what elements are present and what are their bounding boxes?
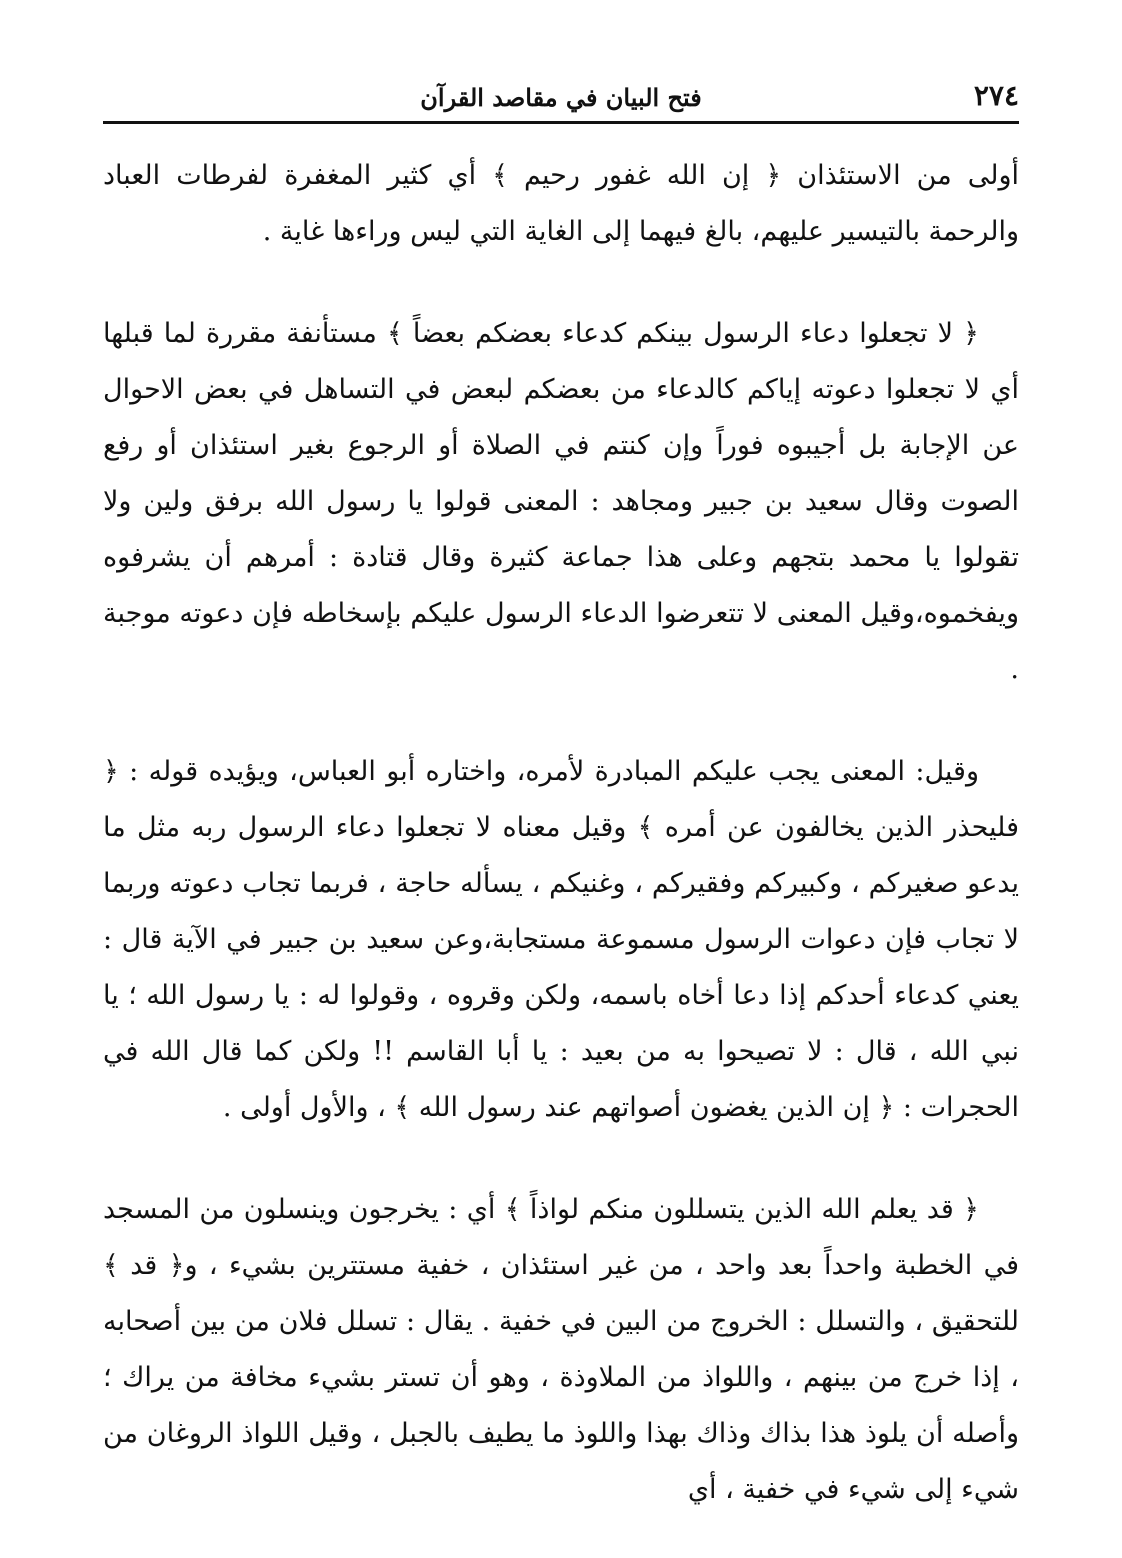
paragraph: ﴿ لا تجعلوا دعاء الرسول بينكم كدعاء بعضكم بعضاً ﴾ مستأنفة مقررة لما قبلها أي لا تجعلوا دعوته إياكم كالدعاء من بعضكم لبعض في التساهل في بعض الاحوال عن الإجابة بل أجيبوه فوراً وإن كنتم في الصلاة أو الرجوع بغير استئذان أو رفع الصوت وقال سعيد بن جبير ومجاهد : المعنى قولوا يا رسول الله برفق ولين ولا تقولوا يا محمد بتجهم وعلى هذا جماعة كثيرة وقال قتادة : أمرهم أن يشرفوه ويفخموه،وقيل المعنى لا تتعرضوا الدعاء الرسول عليكم بإسخاطه فإن دعوته موجبة .: [103, 318, 1019, 685]
page-number: ٢٧٤: [973, 79, 1019, 112]
page-header: [103, 74, 1019, 114]
paragraph: وقيل: المعنى يجب عليكم المبادرة لأمره، واختاره أبو العباس، ويؤيده قوله : ﴿ فليحذر الذين يخالفون عن أمره ﴾ وقيل معناه لا تجعلوا دعاء الرسول ربه مثل ما يدعو صغيركم ، وكبيركم وفقيركم ، وغنيكم ، يسأله حاجة ، فربما تجاب دعوته وربما لا تجاب فإن دعوات الرسول مسموعة مستجابة،وعن سعيد بن جبير في الآية قال : يعني كدعاء أحدكم إذا دعا أخاه باسمه، ولكن وقروه ، وقولوا له : يا رسول الله ؛ يا نبي الله ، قال : لا تصيحوا به من بعيد : يا أبا القاسم !! ولكن كما قال الله في الحجرات : ﴿ إن الذين يغضون أصواتهم عند رسول الله ﴾ ، والأول أولى .: [103, 756, 1019, 1123]
paragraph: ﴿ قد يعلم الله الذين يتسللون منكم لواذاً ﴾ أي : يخرجون وينسلون من المسجد في الخطبة واحداً بعد واحد ، من غير استئذان ، خفية مستترين بشيء ، و﴿ قد ﴾ للتحقيق ، والتسلل : الخروج من البين في خفية . يقال : تسلل فلان من بين أصحابه ، إذا خرج من بينهم ، واللواذ من الملاوذة ، وهو أن تستر بشيء مخافة من يراك ؛ وأصله أن يلوذ هذا بذاك وذاك بهذا واللوذ ما يطيف بالجبل ، وقيل اللواذ الروغان من شيء إلى شيء في خفية ، أي: [103, 1194, 1019, 1505]
running-title: فتح البيان في مقاصد القرآن: [420, 83, 702, 112]
header-rule: [103, 121, 1019, 124]
body-text: [103, 148, 1019, 1518]
paragraph: أولى من الاستئذان ﴿ إن الله غفور رحيم ﴾ أي كثير المغفرة لفرطات العباد والرحمة بالتيسير عليهم، بالغ فيهما إلى الغاية التي ليس وراءها غاية .: [103, 160, 1019, 247]
